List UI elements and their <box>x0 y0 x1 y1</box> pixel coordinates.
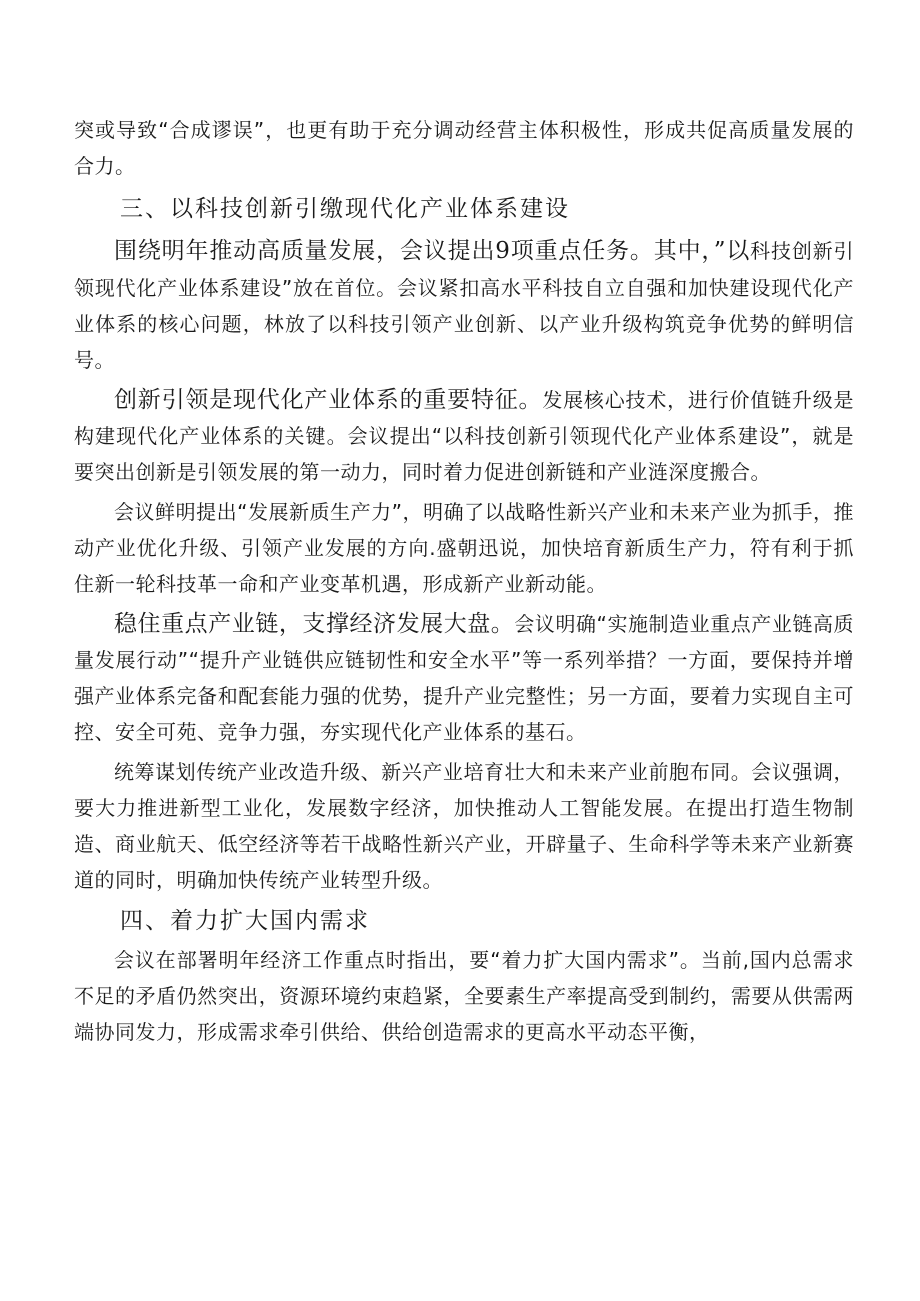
document-page <box>74 112 854 1050</box>
paragraph-key-tasks-lead: 围绕明年推动高质量发展，会议提出9项重点任务。其中，”以 <box>114 238 751 264</box>
paragraph-industry-chain-lead: 稳住重点产业链，支撑经济发展大盘。 <box>114 611 515 637</box>
paragraph-new-productivity: 会议鲜明提出“发展新质生产力”，明确了以战略性新兴产业和未来产业为抓手，推动产业优化升级、引领产业发展的方向.盛朝迅说，加快培育新质生产力，符有利于抓住新一轮科技革一命和产业变革机遇，形成新产业新动能。 <box>74 500 854 596</box>
paragraph-innovation-feature-body: 发展核心技术，进行价值链升级是构建现代化产业体系的关键。会议提出“以科技创新引领现代化产业体系建设”，就是要突出创新是引领发展的第一动力，同时着力促进创新链和产业涟深度搬合。 <box>74 388 854 484</box>
paragraph-traditional-industries: 统筹谋划传统产业改造升级、新兴产业培育壮大和未来产业前胞布同。会议强调，要大力推进新型工业化，发展数字经济，加快推动人工智能发展。在提出打造生物制造、商业航天、低空经济等若干战略性新兴产业，开辟量子、生命科学等未来产业新赛道的同时，明确加快传统产业转型升级。 <box>74 760 854 892</box>
paragraph-continuation: 突或导致“合成谬误”，也更有助于充分调动经营主体积极性，形成共促高质量发展的合力。 <box>74 118 854 178</box>
section-heading-3: 三、以科技创新引缴现代化产业体系建设 <box>120 196 570 222</box>
paragraph-industry-chain <box>74 606 854 750</box>
section-heading-4: 四、着力扩大国内需求 <box>120 908 370 934</box>
paragraph-key-tasks-body: 科技创新引领现代化产业体系建设”放在首位。会议紧扣高水平科技自立自强和加快建设现代化产业体系的核心问题，林放了以科技引领产业创新、以产业升级构筑竞争优势的鲜明信号。 <box>74 239 854 372</box>
paragraph-innovation-feature <box>74 382 854 490</box>
paragraph-key-tasks <box>74 232 854 378</box>
paragraph-domestic-demand: 会议在部署明年经济工作重点时指出，要“着力扩大国内需求”。当前,国内总需求不足的矛盾仍然突出，资源环境约束趋紧，全要素生产率提高受到制约，需要从供需两端协同发力，形成需求牵引供给、供给创造需求的更高水平动态平衡， <box>74 948 854 1044</box>
paragraph-innovation-feature-lead: 创新引领是现代化产业体系的重要特征。 <box>114 387 543 413</box>
paragraph-industry-chain-body: 会议明确“实施制造业重点产业链高质量发展行动”“提升产业链供应链韧性和安全水平”等一系列举措？一方面，要保持并增强产业体系完备和配套能力强的优势，提升产业完整性；另一方面，要着力实现自主可控、安全可苑、竞争力强，夯实现代化产业体系的基石。 <box>74 612 854 744</box>
